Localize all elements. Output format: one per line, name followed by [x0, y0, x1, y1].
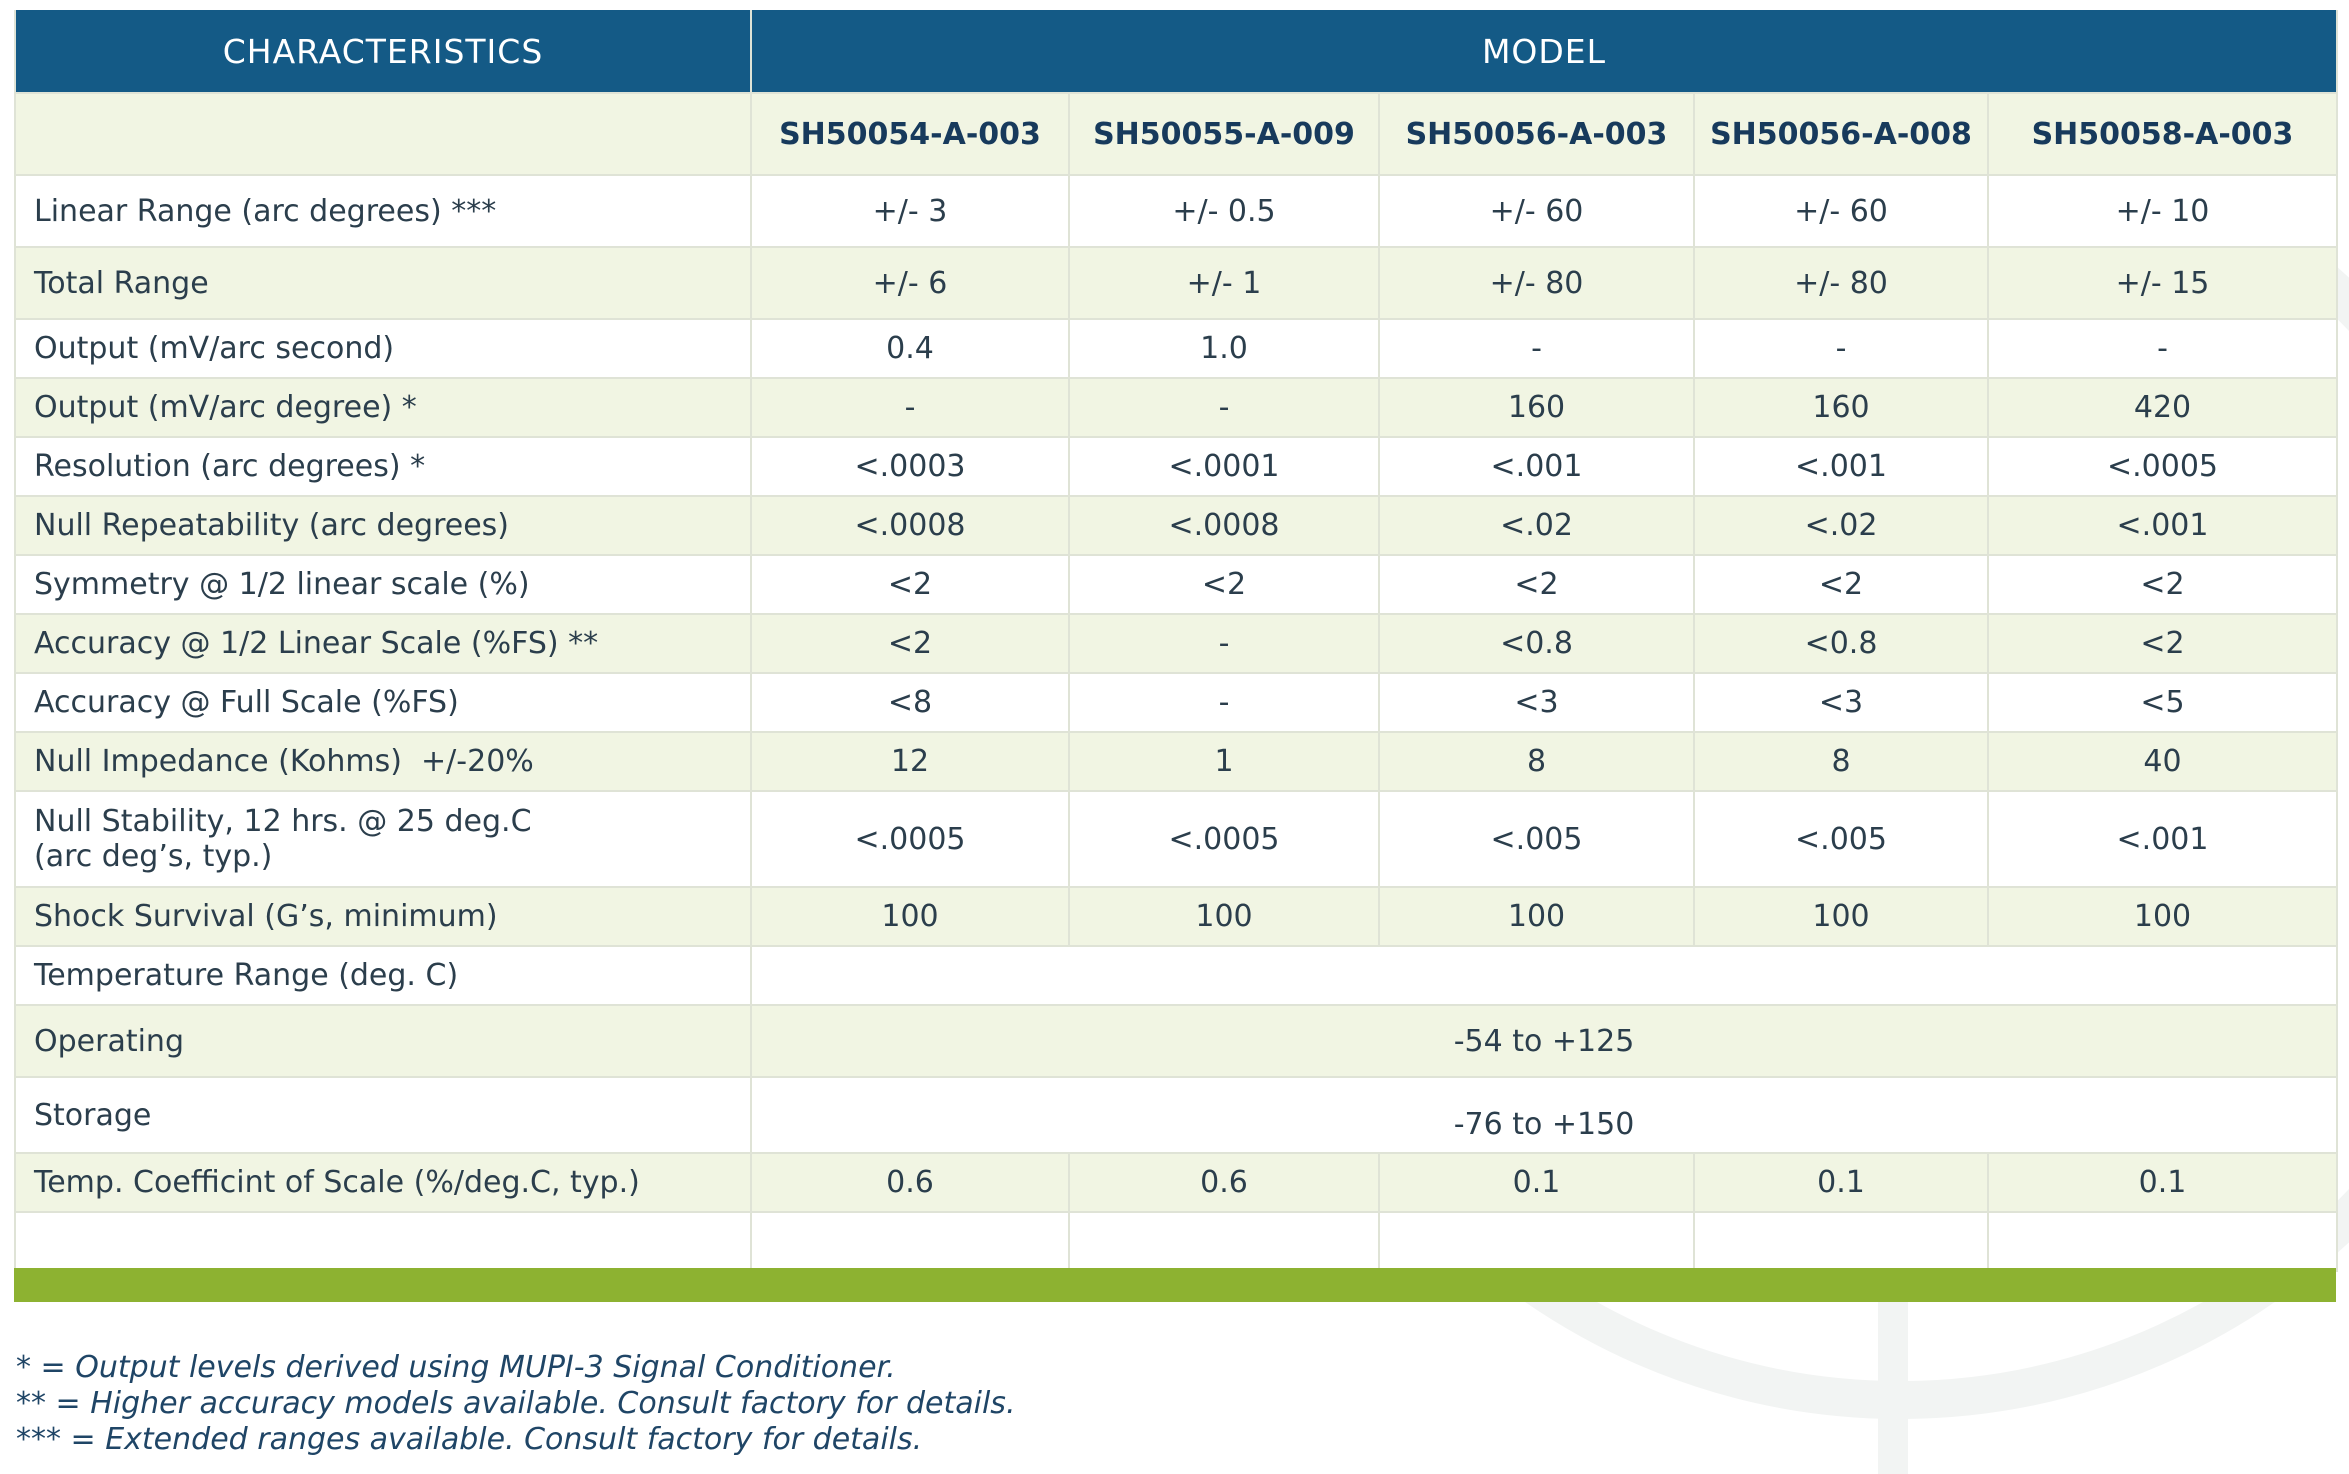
model-name: SH50056-A-003	[1379, 93, 1694, 175]
row-label: Total Range	[15, 247, 751, 319]
table-cell: 0.6	[751, 1153, 1069, 1212]
green-footer-bar	[14, 1268, 2336, 1302]
table-cell-merged: -54 to +125	[751, 1005, 2337, 1077]
table-cell: 100	[1069, 887, 1379, 946]
table-cell: +/- 80	[1694, 247, 1988, 319]
table-cell: <2	[1694, 555, 1988, 614]
table-cell-empty	[1694, 1212, 1988, 1271]
table-cell-empty	[1988, 1212, 2337, 1271]
table-cell: <0.8	[1379, 614, 1694, 673]
table-cell: <.001	[1694, 437, 1988, 496]
table-cell: 8	[1379, 732, 1694, 791]
table-row	[15, 791, 2337, 887]
table-cell: 1.0	[1069, 319, 1379, 378]
table-cell: <.005	[1694, 791, 1988, 887]
table-cell: <.02	[1694, 496, 1988, 555]
table-row	[15, 946, 2337, 1005]
table-cell: +/- 6	[751, 247, 1069, 319]
model-names-row	[15, 93, 2337, 175]
footnote: * = Output levels derived using MUPI-3 Signal Conditioner.	[16, 1350, 896, 1385]
table-cell: +/- 10	[1988, 175, 2337, 247]
table-cell: -	[1069, 614, 1379, 673]
table-row	[15, 1077, 2337, 1153]
table-cell: <.0008	[751, 496, 1069, 555]
table-cell: 12	[751, 732, 1069, 791]
table-cell: 0.4	[751, 319, 1069, 378]
table-cell: -	[1069, 673, 1379, 732]
table-cell: +/- 60	[1694, 175, 1988, 247]
table-cell: 420	[1988, 378, 2337, 437]
row-label: Null Impedance (Kohms) +/-20%	[15, 732, 751, 791]
table-cell: -	[751, 378, 1069, 437]
table-cell: <8	[751, 673, 1069, 732]
table-cell: -	[1379, 319, 1694, 378]
model-name: SH50054-A-003	[751, 93, 1069, 175]
table-header-row	[15, 10, 2337, 93]
table-cell-empty	[15, 1212, 751, 1271]
table-cell: 0.1	[1694, 1153, 1988, 1212]
row-label: Linear Range (arc degrees) ***	[15, 175, 751, 247]
table-row	[15, 1153, 2337, 1212]
table-cell: <.001	[1379, 437, 1694, 496]
table-cell: +/- 60	[1379, 175, 1694, 247]
row-label: Temp. Coefficint of Scale (%/deg.C, typ.)	[15, 1153, 751, 1212]
table-cell: 100	[751, 887, 1069, 946]
table-cell: <.005	[1379, 791, 1694, 887]
table-row	[15, 247, 2337, 319]
table-cell: +/- 80	[1379, 247, 1694, 319]
row-label: Output (mV/arc degree) *	[15, 378, 751, 437]
row-label-line: Null Stability, 12 hrs. @ 25 deg.C	[34, 804, 532, 839]
table-cell: <.001	[1988, 791, 2337, 887]
table-row	[15, 437, 2337, 496]
table-cell: <.0003	[751, 437, 1069, 496]
table-row	[15, 732, 2337, 791]
table-cell-merged: -76 to +150	[751, 1077, 2337, 1153]
table-cell: -	[1988, 319, 2337, 378]
row-label: Temperature Range (deg. C)	[15, 946, 751, 1005]
table-cell: 160	[1694, 378, 1988, 437]
table-row	[15, 175, 2337, 247]
footnotes	[16, 1350, 1015, 1458]
table-cell: +/- 1	[1069, 247, 1379, 319]
model-label-blank	[15, 93, 751, 175]
table-cell: <.0005	[1988, 437, 2337, 496]
table-cell: <3	[1694, 673, 1988, 732]
table-cell: <2	[1988, 614, 2337, 673]
model-header: MODEL	[751, 10, 2337, 93]
table-cell: <.0001	[1069, 437, 1379, 496]
row-label: Accuracy @ 1/2 Linear Scale (%FS) **	[15, 614, 751, 673]
table-row	[15, 673, 2337, 732]
table-cell: <2	[1988, 555, 2337, 614]
table-cell: 100	[1988, 887, 2337, 946]
table-cell: 0.1	[1379, 1153, 1694, 1212]
table-cell: 0.6	[1069, 1153, 1379, 1212]
table-cell: <.0005	[751, 791, 1069, 887]
table-cell: 1	[1069, 732, 1379, 791]
table-row	[15, 496, 2337, 555]
table-cell: 40	[1988, 732, 2337, 791]
row-label: Resolution (arc degrees) *	[15, 437, 751, 496]
table-cell-empty	[751, 946, 2337, 1005]
model-name: SH50058-A-003	[1988, 93, 2337, 175]
table-cell: -	[1694, 319, 1988, 378]
row-label-line: (arc deg’s, typ.)	[34, 839, 273, 874]
table-cell: <0.8	[1694, 614, 1988, 673]
table-cell: <.001	[1988, 496, 2337, 555]
table-row	[15, 319, 2337, 378]
characteristics-header: CHARACTERISTICS	[15, 10, 751, 93]
table-cell: +/- 3	[751, 175, 1069, 247]
table-row	[15, 1005, 2337, 1077]
row-label: Output (mV/arc second)	[15, 319, 751, 378]
row-label: Accuracy @ Full Scale (%FS)	[15, 673, 751, 732]
row-label: Shock Survival (G’s, minimum)	[15, 887, 751, 946]
table-cell: <3	[1379, 673, 1694, 732]
footnote: *** = Extended ranges available. Consult factory for details.	[16, 1422, 923, 1457]
table-row	[15, 614, 2337, 673]
footnote: ** = Higher accuracy models available. Consult factory for details.	[16, 1386, 1016, 1421]
row-label: Symmetry @ 1/2 linear scale (%)	[15, 555, 751, 614]
table-cell: +/- 15	[1988, 247, 2337, 319]
table-cell: -	[1069, 378, 1379, 437]
row-label: Operating	[15, 1005, 751, 1077]
table-cell: +/- 0.5	[1069, 175, 1379, 247]
table-row	[15, 378, 2337, 437]
table-cell-empty	[751, 1212, 1069, 1271]
spec-table	[14, 10, 2338, 1272]
table-cell: 8	[1694, 732, 1988, 791]
table-row-empty	[15, 1212, 2337, 1271]
table-cell: 160	[1379, 378, 1694, 437]
table-cell: <.02	[1379, 496, 1694, 555]
table-row	[15, 555, 2337, 614]
table-cell: <2	[1069, 555, 1379, 614]
table-cell: <.0008	[1069, 496, 1379, 555]
table-row	[15, 887, 2337, 946]
table-cell: <2	[1379, 555, 1694, 614]
row-label: Null Repeatability (arc degrees)	[15, 496, 751, 555]
table-cell: <.0005	[1069, 791, 1379, 887]
model-name: SH50056-A-008	[1694, 93, 1988, 175]
row-label: Storage	[15, 1077, 751, 1153]
table-cell-empty	[1069, 1212, 1379, 1271]
table-cell: 0.1	[1988, 1153, 2337, 1212]
table-cell: <2	[751, 555, 1069, 614]
row-label	[15, 791, 751, 887]
table-cell: <2	[751, 614, 1069, 673]
table-cell-empty	[1379, 1212, 1694, 1271]
table-cell: 100	[1694, 887, 1988, 946]
table-cell: <5	[1988, 673, 2337, 732]
model-name: SH50055-A-009	[1069, 93, 1379, 175]
table-cell: 100	[1379, 887, 1694, 946]
